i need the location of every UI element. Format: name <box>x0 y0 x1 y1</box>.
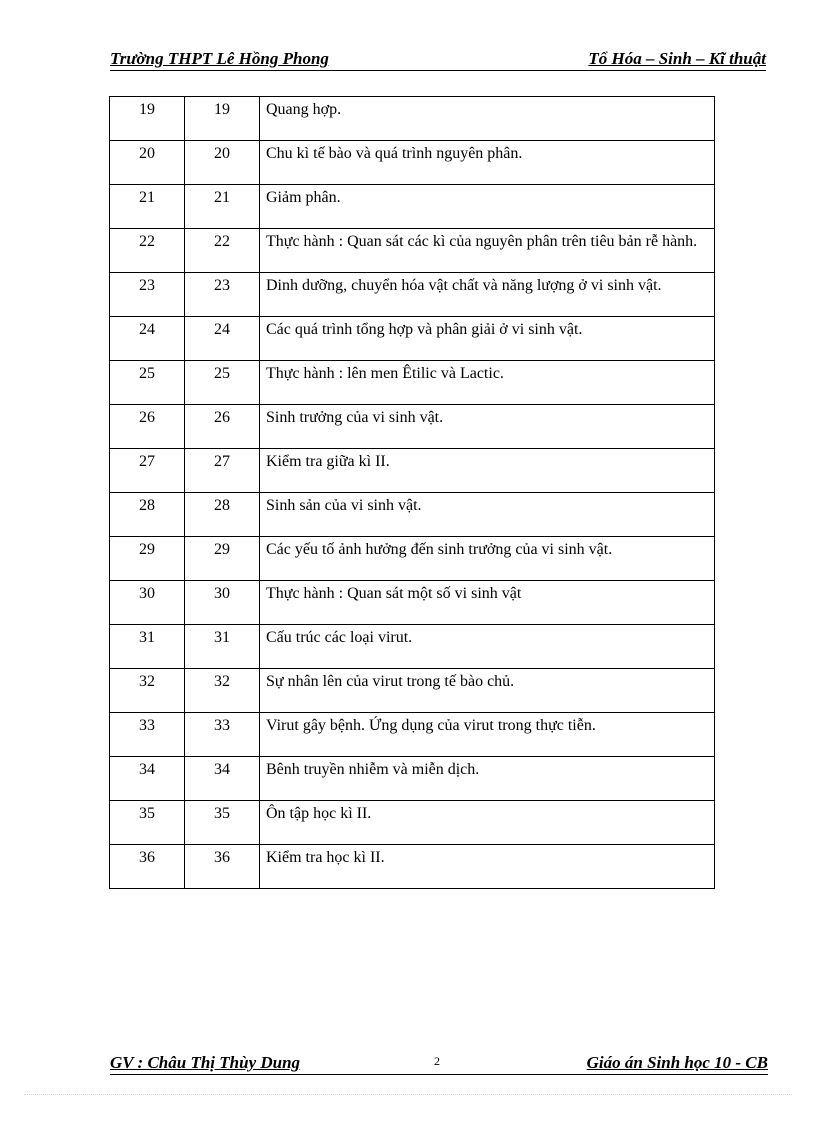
table-row <box>110 757 715 801</box>
lesson-cell: 30 <box>185 581 260 625</box>
content-cell: Thực hành : lên men Êtilic và Lactic. <box>260 361 715 405</box>
page-footer <box>110 1052 768 1075</box>
content-cell: Thực hành : Quan sát các kì của nguyên phân trên tiêu bản rễ hành. <box>260 229 715 273</box>
table-row <box>110 449 715 493</box>
content-cell: Virut gây bệnh. Ứng dụng của virut trong thực tiễn. <box>260 713 715 757</box>
course-name: Giáo án Sinh học 10 - CB <box>586 1053 768 1072</box>
week-cell: 36 <box>110 845 185 889</box>
lesson-cell: 20 <box>185 141 260 185</box>
content-cell: Kiểm tra học kì II. <box>260 845 715 889</box>
week-cell: 21 <box>110 185 185 229</box>
content-cell: Thực hành : Quan sát một số vi sinh vật <box>260 581 715 625</box>
table-row <box>110 713 715 757</box>
table-row <box>110 405 715 449</box>
department-name: Tổ Hóa – Sinh – Kĩ thuật <box>588 49 766 68</box>
table-row <box>110 97 715 141</box>
week-cell: 30 <box>110 581 185 625</box>
table-row <box>110 801 715 845</box>
week-cell: 19 <box>110 97 185 141</box>
lesson-cell: 23 <box>185 273 260 317</box>
week-cell: 29 <box>110 537 185 581</box>
lesson-plan-body <box>110 97 715 889</box>
lesson-cell: 22 <box>185 229 260 273</box>
content-cell: Các quá trình tổng hợp và phân giải ở vi sinh vật. <box>260 317 715 361</box>
lesson-cell: 26 <box>185 405 260 449</box>
week-cell: 33 <box>110 713 185 757</box>
content-cell: Quang hợp. <box>260 97 715 141</box>
content-cell: Kiểm tra giữa kì II. <box>260 449 715 493</box>
content-cell: Ôn tập học kì II. <box>260 801 715 845</box>
lesson-cell: 33 <box>185 713 260 757</box>
content-cell: Bênh truyền nhiễm và miễn dịch. <box>260 757 715 801</box>
lesson-plan-table <box>109 96 715 889</box>
week-cell: 31 <box>110 625 185 669</box>
school-name: Trường THPT Lê Hồng Phong <box>110 49 329 68</box>
content-cell: Chu kì tế bào và quá trình nguyên phân. <box>260 141 715 185</box>
week-cell: 25 <box>110 361 185 405</box>
table-row <box>110 317 715 361</box>
week-cell: 28 <box>110 493 185 537</box>
table-row <box>110 141 715 185</box>
lesson-cell: 32 <box>185 669 260 713</box>
lesson-cell: 27 <box>185 449 260 493</box>
lesson-cell: 36 <box>185 845 260 889</box>
content-cell: Sinh sản của vi sinh vật. <box>260 493 715 537</box>
teacher-name: GV : Châu Thị Thùy Dung <box>110 1053 301 1072</box>
week-cell: 23 <box>110 273 185 317</box>
week-cell: 35 <box>110 801 185 845</box>
table-row <box>110 845 715 889</box>
week-cell: 34 <box>110 757 185 801</box>
table-row <box>110 625 715 669</box>
lesson-cell: 31 <box>185 625 260 669</box>
content-cell: Sinh trưởng của vi sinh vật. <box>260 405 715 449</box>
lesson-cell: 25 <box>185 361 260 405</box>
page-number: 2 <box>434 1054 440 1068</box>
week-cell: 20 <box>110 141 185 185</box>
table-row <box>110 581 715 625</box>
table-row <box>110 669 715 713</box>
lesson-cell: 21 <box>185 185 260 229</box>
lesson-cell: 24 <box>185 317 260 361</box>
table-row <box>110 229 715 273</box>
lesson-cell: 28 <box>185 493 260 537</box>
content-cell: Dinh dưỡng, chuyển hóa vật chất và năng lượng ở vi sinh vật. <box>260 273 715 317</box>
week-cell: 32 <box>110 669 185 713</box>
content-cell: Sự nhân lên của virut trong tế bào chủ. <box>260 669 715 713</box>
content-cell: Các yếu tố ảnh hưởng đến sinh trưởng của vi sinh vật. <box>260 537 715 581</box>
week-cell: 27 <box>110 449 185 493</box>
week-cell: 26 <box>110 405 185 449</box>
page-header <box>110 48 766 71</box>
table-row <box>110 493 715 537</box>
page-bottom-divider <box>24 1094 792 1095</box>
lesson-cell: 35 <box>185 801 260 845</box>
table-row <box>110 361 715 405</box>
content-cell: Cấu trúc các loại virut. <box>260 625 715 669</box>
lesson-cell: 34 <box>185 757 260 801</box>
content-cell: Giảm phân. <box>260 185 715 229</box>
table-row <box>110 273 715 317</box>
table-row <box>110 537 715 581</box>
table-row <box>110 185 715 229</box>
lesson-cell: 29 <box>185 537 260 581</box>
week-cell: 22 <box>110 229 185 273</box>
lesson-cell: 19 <box>185 97 260 141</box>
week-cell: 24 <box>110 317 185 361</box>
